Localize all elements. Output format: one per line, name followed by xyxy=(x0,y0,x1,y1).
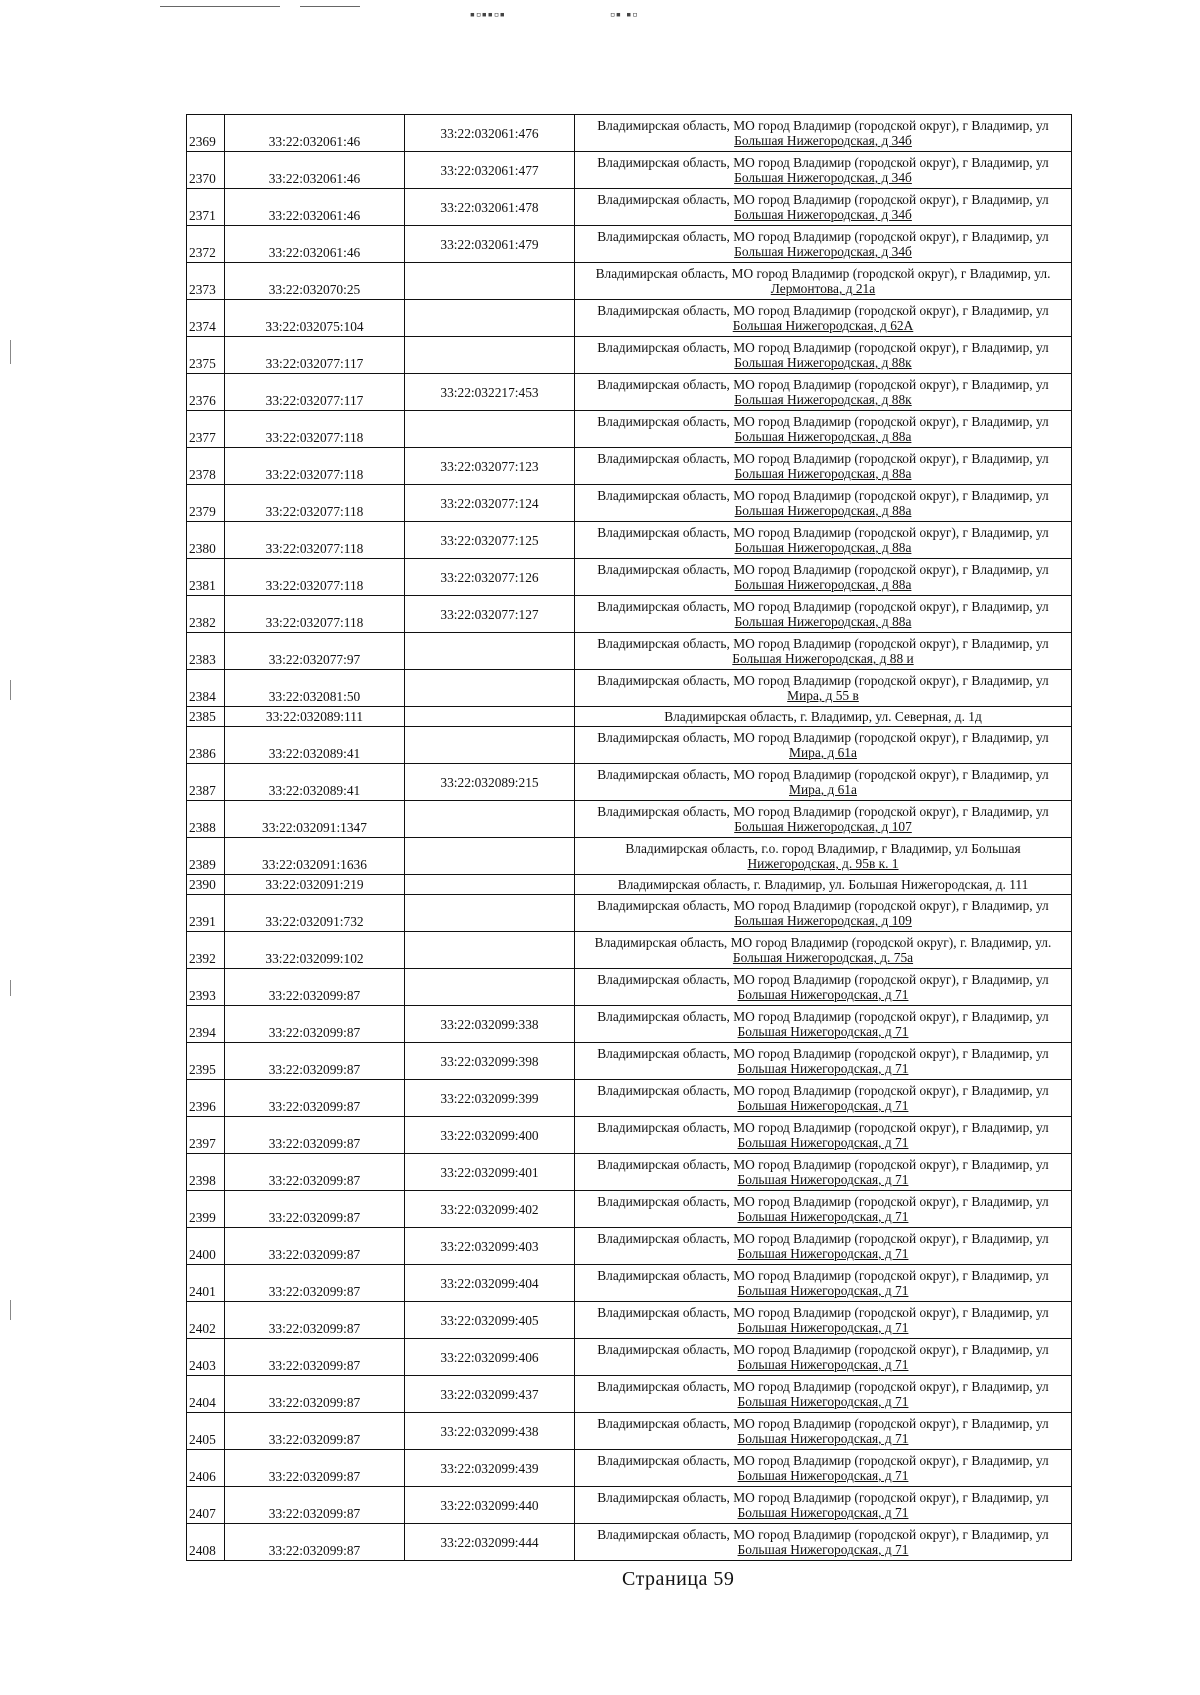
object-cadastral-number: 33:22:032099:398 xyxy=(405,1043,575,1080)
cadastral-number: 33:22:032099:87 xyxy=(225,1117,405,1154)
table-row xyxy=(187,559,1072,596)
cadastral-number: 33:22:032099:87 xyxy=(225,1339,405,1376)
cadastral-number: 33:22:032061:46 xyxy=(225,189,405,226)
cadastral-number: 33:22:032099:87 xyxy=(225,969,405,1006)
object-cadastral-number: 33:22:032099:405 xyxy=(405,1302,575,1339)
address-line-2: Большая Нижегородская, д 88а xyxy=(734,540,912,555)
cadastral-number: 33:22:032099:87 xyxy=(225,1006,405,1043)
address-line-1: Владимирская область, МО город Владимир (городской округ), г Владимир, ул xyxy=(597,1416,1049,1431)
object-cadastral-number: 33:22:032089:215 xyxy=(405,764,575,801)
table-body xyxy=(187,115,1072,1561)
address-line-2: Большая Нижегородская, д 88а xyxy=(734,503,912,518)
object-cadastral-number xyxy=(405,895,575,932)
address-line-1: Владимирская область, г. Владимир, ул. Северная, д. 1д xyxy=(664,709,982,724)
address-line-2: Мира, д 61а xyxy=(789,782,857,797)
cadastral-number: 33:22:032077:118 xyxy=(225,411,405,448)
table-row xyxy=(187,1302,1072,1339)
address-line-2: Большая Нижегородская, д 88а xyxy=(734,429,912,444)
address-line-1: Владимирская область, МО город Владимир (городской округ), г Владимир, ул xyxy=(597,972,1049,987)
cadastral-number: 33:22:032099:87 xyxy=(225,1376,405,1413)
cadastral-number: 33:22:032077:117 xyxy=(225,337,405,374)
address-cell xyxy=(575,448,1072,485)
cadastral-number: 33:22:032099:87 xyxy=(225,1302,405,1339)
address-cell xyxy=(575,226,1072,263)
row-number: 2371 xyxy=(187,189,225,226)
object-cadastral-number: 33:22:032061:477 xyxy=(405,152,575,189)
address-cell xyxy=(575,337,1072,374)
cadastral-number: 33:22:032091:219 xyxy=(225,875,405,895)
object-cadastral-number: 33:22:032099:404 xyxy=(405,1265,575,1302)
object-cadastral-number xyxy=(405,670,575,707)
object-cadastral-number: 33:22:032077:124 xyxy=(405,485,575,522)
address-line-1: Владимирская область, МО город Владимир (городской округ), г Владимир, ул xyxy=(597,599,1049,614)
cadastral-number: 33:22:032099:87 xyxy=(225,1524,405,1561)
table-row xyxy=(187,707,1072,727)
address-cell xyxy=(575,1524,1072,1561)
cadastral-table xyxy=(186,114,1072,1561)
address-line-1: Владимирская область, МО город Владимир (городской округ), г Владимир, ул xyxy=(597,730,1049,745)
address-cell xyxy=(575,1376,1072,1413)
object-cadastral-number: 33:22:032061:479 xyxy=(405,226,575,263)
cadastral-number: 33:22:032099:87 xyxy=(225,1265,405,1302)
address-line-2: Лермонтова, д 21а xyxy=(770,281,876,296)
row-number: 2397 xyxy=(187,1117,225,1154)
row-number: 2373 xyxy=(187,263,225,300)
table-row xyxy=(187,1154,1072,1191)
address-cell xyxy=(575,1265,1072,1302)
object-cadastral-number: 33:22:032077:127 xyxy=(405,596,575,633)
address-cell xyxy=(575,1117,1072,1154)
address-line-1: Владимирская область, МО город Владимир (городской округ), г Владимир, ул xyxy=(597,898,1049,913)
table-row xyxy=(187,727,1072,764)
cadastral-number: 33:22:032099:87 xyxy=(225,1043,405,1080)
address-line-2: Большая Нижегородская, д 71 xyxy=(737,1283,909,1298)
address-line-1: Владимирская область, МО город Владимир (городской округ), г Владимир, ул xyxy=(597,673,1049,688)
cadastral-number: 33:22:032077:117 xyxy=(225,374,405,411)
row-number: 2381 xyxy=(187,559,225,596)
address-line-1: Владимирская область, МО город Владимир (городской округ), г Владимир, ул xyxy=(597,767,1049,782)
scan-line xyxy=(160,6,280,7)
address-line-2: Большая Нижегородская, д 34б xyxy=(734,170,912,185)
address-cell xyxy=(575,801,1072,838)
address-line-1: Владимирская область, МО город Владимир (городской округ), г Владимир, ул xyxy=(597,1231,1049,1246)
table-row xyxy=(187,263,1072,300)
table-row xyxy=(187,801,1072,838)
table-row xyxy=(187,300,1072,337)
binding-marks xyxy=(10,340,14,1540)
row-number: 2401 xyxy=(187,1265,225,1302)
cadastral-number: 33:22:032091:1636 xyxy=(225,838,405,875)
address-line-1: Владимирская область, МО город Владимир (городской округ), г Владимир, ул xyxy=(597,377,1049,392)
cadastral-number: 33:22:032070:25 xyxy=(225,263,405,300)
address-cell xyxy=(575,522,1072,559)
scan-line xyxy=(300,6,360,7)
cadastral-number: 33:22:032099:87 xyxy=(225,1191,405,1228)
address-cell xyxy=(575,189,1072,226)
address-line-1: Владимирская область, МО город Владимир (городской округ), г Владимир, ул xyxy=(597,525,1049,540)
row-number: 2384 xyxy=(187,670,225,707)
address-cell xyxy=(575,411,1072,448)
table-row xyxy=(187,1080,1072,1117)
address-line-1: Владимирская область, МО город Владимир (городской округ), г Владимир, ул xyxy=(597,192,1049,207)
row-number: 2398 xyxy=(187,1154,225,1191)
address-line-1: Владимирская область, МО город Владимир (городской округ), г Владимир, ул xyxy=(597,1490,1049,1505)
object-cadastral-number xyxy=(405,969,575,1006)
table-row xyxy=(187,485,1072,522)
address-cell xyxy=(575,374,1072,411)
object-cadastral-number: 33:22:032099:438 xyxy=(405,1413,575,1450)
cadastral-number: 33:22:032091:1347 xyxy=(225,801,405,838)
table-row xyxy=(187,1191,1072,1228)
row-number: 2402 xyxy=(187,1302,225,1339)
row-number: 2369 xyxy=(187,115,225,152)
cadastral-number: 33:22:032061:46 xyxy=(225,152,405,189)
address-line-2: Большая Нижегородская, д 71 xyxy=(737,1542,909,1557)
address-line-2: Большая Нижегородская, д 71 xyxy=(737,1098,909,1113)
row-number: 2387 xyxy=(187,764,225,801)
address-line-2: Большая Нижегородская, д 71 xyxy=(737,987,909,1002)
row-number: 2395 xyxy=(187,1043,225,1080)
table-row xyxy=(187,374,1072,411)
table-row xyxy=(187,448,1072,485)
address-line-1: Владимирская область, МО город Владимир (городской округ), г. Владимир, ул. xyxy=(594,935,1052,950)
table-row xyxy=(187,1043,1072,1080)
address-line-2: Большая Нижегородская, д 88а xyxy=(734,466,912,481)
address-line-1: Владимирская область, г.о. город Владимир, г Владимир, ул Большая xyxy=(625,841,1021,856)
row-number: 2406 xyxy=(187,1450,225,1487)
cadastral-number: 33:22:032099:87 xyxy=(225,1154,405,1191)
object-cadastral-number: 33:22:032061:478 xyxy=(405,189,575,226)
object-cadastral-number: 33:22:032077:125 xyxy=(405,522,575,559)
address-line-2: Большая Нижегородская, д 71 xyxy=(737,1172,909,1187)
object-cadastral-number: 33:22:032099:399 xyxy=(405,1080,575,1117)
address-cell xyxy=(575,485,1072,522)
table-row xyxy=(187,226,1072,263)
object-cadastral-number xyxy=(405,932,575,969)
table-row xyxy=(187,411,1072,448)
address-cell xyxy=(575,764,1072,801)
address-cell xyxy=(575,1006,1072,1043)
address-cell xyxy=(575,115,1072,152)
cadastral-number: 33:22:032077:118 xyxy=(225,559,405,596)
row-number: 2383 xyxy=(187,633,225,670)
object-cadastral-number: 33:22:032099:338 xyxy=(405,1006,575,1043)
address-line-2: Большая Нижегородская, д 88к xyxy=(734,355,912,370)
row-number: 2394 xyxy=(187,1006,225,1043)
object-cadastral-number: 33:22:032099:402 xyxy=(405,1191,575,1228)
address-line-2: Большая Нижегородская, д 34б xyxy=(734,207,912,222)
address-line-2: Нижегородская, д. 95в к. 1 xyxy=(747,856,899,871)
row-number: 2385 xyxy=(187,707,225,727)
row-number: 2396 xyxy=(187,1080,225,1117)
cadastral-number: 33:22:032099:87 xyxy=(225,1228,405,1265)
address-line-2: Большая Нижегородская, д 71 xyxy=(737,1135,909,1150)
address-line-1: Владимирская область, МО город Владимир (городской округ), г Владимир, ул xyxy=(597,562,1049,577)
cadastral-number: 33:22:032099:87 xyxy=(225,1413,405,1450)
address-cell xyxy=(575,559,1072,596)
table-row xyxy=(187,895,1072,932)
address-line-1: Владимирская область, МО город Владимир (городской округ), г Владимир, ул xyxy=(597,1305,1049,1320)
address-line-2: Большая Нижегородская, д 107 xyxy=(734,819,912,834)
object-cadastral-number: 33:22:032099:406 xyxy=(405,1339,575,1376)
address-line-2: Большая Нижегородская, д 62А xyxy=(732,318,914,333)
address-line-2: Большая Нижегородская, д 71 xyxy=(737,1431,909,1446)
row-number: 2404 xyxy=(187,1376,225,1413)
table-row xyxy=(187,1376,1072,1413)
cadastral-number: 33:22:032077:118 xyxy=(225,485,405,522)
address-line-1: Владимирская область, МО город Владимир (городской округ), г Владимир, ул xyxy=(597,303,1049,318)
row-number: 2374 xyxy=(187,300,225,337)
address-line-1: Владимирская область, МО город Владимир (городской округ), г Владимир, ул xyxy=(597,1009,1049,1024)
address-cell xyxy=(575,1080,1072,1117)
row-number: 2389 xyxy=(187,838,225,875)
object-cadastral-number xyxy=(405,300,575,337)
object-cadastral-number xyxy=(405,707,575,727)
row-number: 2403 xyxy=(187,1339,225,1376)
address-cell xyxy=(575,932,1072,969)
address-cell xyxy=(575,670,1072,707)
object-cadastral-number: 33:22:032099:401 xyxy=(405,1154,575,1191)
row-number: 2391 xyxy=(187,895,225,932)
address-line-1: Владимирская область, МО город Владимир (городской округ), г Владимир, ул xyxy=(597,340,1049,355)
address-line-1: Владимирская область, МО город Владимир (городской округ), г Владимир, ул xyxy=(597,1453,1049,1468)
address-line-2: Большая Нижегородская, д 88к xyxy=(734,392,912,407)
address-line-1: Владимирская область, МО город Владимир (городской округ), г Владимир, ул xyxy=(597,229,1049,244)
object-cadastral-number: 33:22:032099:440 xyxy=(405,1487,575,1524)
object-cadastral-number xyxy=(405,337,575,374)
table-row xyxy=(187,1265,1072,1302)
address-line-2: Большая Нижегородская, д 88а xyxy=(734,577,912,592)
address-line-2: Большая Нижегородская, д 109 xyxy=(734,913,912,928)
address-cell xyxy=(575,633,1072,670)
address-line-1: Владимирская область, МО город Владимир (городской округ), г Владимир, ул xyxy=(597,1083,1049,1098)
address-line-2: Большая Нижегородская, д 34б xyxy=(734,244,912,259)
address-line-1: Владимирская область, г. Владимир, ул. Большая Нижегородская, д. 111 xyxy=(617,877,1029,892)
table-row xyxy=(187,1413,1072,1450)
address-line-1: Владимирская область, МО город Владимир (городской округ), г Владимир, ул xyxy=(597,1268,1049,1283)
address-line-1: Владимирская область, МО город Владимир (городской округ), г Владимир, ул xyxy=(597,1527,1049,1542)
row-number: 2378 xyxy=(187,448,225,485)
address-cell xyxy=(575,596,1072,633)
table-row xyxy=(187,337,1072,374)
row-number: 2400 xyxy=(187,1228,225,1265)
cadastral-number: 33:22:032099:102 xyxy=(225,932,405,969)
address-cell xyxy=(575,875,1072,895)
address-line-2: Большая Нижегородская, д 71 xyxy=(737,1357,909,1372)
address-cell xyxy=(575,1228,1072,1265)
object-cadastral-number: 33:22:032099:444 xyxy=(405,1524,575,1561)
address-cell xyxy=(575,1302,1072,1339)
row-number: 2393 xyxy=(187,969,225,1006)
row-number: 2379 xyxy=(187,485,225,522)
address-cell xyxy=(575,1487,1072,1524)
object-cadastral-number xyxy=(405,838,575,875)
address-line-1: Владимирская область, МО город Владимир (городской округ), г Владимир, ул xyxy=(597,804,1049,819)
cadastral-number: 33:22:032091:732 xyxy=(225,895,405,932)
address-line-2: Большая Нижегородская, д 71 xyxy=(737,1468,909,1483)
row-number: 2377 xyxy=(187,411,225,448)
table-row xyxy=(187,1487,1072,1524)
address-cell xyxy=(575,969,1072,1006)
address-cell xyxy=(575,1154,1072,1191)
row-number: 2392 xyxy=(187,932,225,969)
table-row xyxy=(187,1228,1072,1265)
table-row xyxy=(187,1006,1072,1043)
row-number: 2386 xyxy=(187,727,225,764)
address-cell xyxy=(575,1413,1072,1450)
address-line-1: Владимирская область, МО город Владимир (городской округ), г Владимир, ул xyxy=(597,1194,1049,1209)
address-line-1: Владимирская область, МО город Владимир (городской округ), г Владимир, ул xyxy=(597,155,1049,170)
row-number: 2376 xyxy=(187,374,225,411)
address-line-1: Владимирская область, МО город Владимир (городской округ), г Владимир, ул xyxy=(597,1157,1049,1172)
cadastral-number: 33:22:032089:111 xyxy=(225,707,405,727)
cadastral-number: 33:22:032077:118 xyxy=(225,596,405,633)
scan-noise: ▪▫▪▪▫▪ xyxy=(470,8,506,23)
address-line-1: Владимирская область, МО город Владимир (городской округ), г Владимир, ул xyxy=(597,1342,1049,1357)
table-row xyxy=(187,670,1072,707)
row-number: 2372 xyxy=(187,226,225,263)
cadastral-number: 33:22:032081:50 xyxy=(225,670,405,707)
address-line-2: Большая Нижегородская, д 71 xyxy=(737,1505,909,1520)
object-cadastral-number: 33:22:032077:123 xyxy=(405,448,575,485)
table-row xyxy=(187,115,1072,152)
address-cell xyxy=(575,152,1072,189)
object-cadastral-number xyxy=(405,801,575,838)
table-row xyxy=(187,969,1072,1006)
address-cell xyxy=(575,1043,1072,1080)
object-cadastral-number xyxy=(405,263,575,300)
cadastral-number: 33:22:032099:87 xyxy=(225,1487,405,1524)
address-line-2: Большая Нижегородская, д 71 xyxy=(737,1320,909,1335)
object-cadastral-number xyxy=(405,727,575,764)
address-cell xyxy=(575,895,1072,932)
page-number-label: Страница 59 xyxy=(622,1568,735,1590)
scan-header-artifacts xyxy=(0,0,1200,40)
address-cell xyxy=(575,263,1072,300)
row-number: 2388 xyxy=(187,801,225,838)
table-row xyxy=(187,189,1072,226)
object-cadastral-number: 33:22:032099:437 xyxy=(405,1376,575,1413)
address-cell xyxy=(575,707,1072,727)
cadastral-number: 33:22:032099:87 xyxy=(225,1080,405,1117)
object-cadastral-number: 33:22:032099:400 xyxy=(405,1117,575,1154)
object-cadastral-number: 33:22:032217:453 xyxy=(405,374,575,411)
row-number: 2408 xyxy=(187,1524,225,1561)
table-row xyxy=(187,633,1072,670)
cadastral-number: 33:22:032075:104 xyxy=(225,300,405,337)
cadastral-number: 33:22:032089:41 xyxy=(225,727,405,764)
cadastral-number: 33:22:032061:46 xyxy=(225,226,405,263)
address-cell xyxy=(575,727,1072,764)
object-cadastral-number: 33:22:032077:126 xyxy=(405,559,575,596)
object-cadastral-number xyxy=(405,411,575,448)
row-number: 2375 xyxy=(187,337,225,374)
row-number: 2399 xyxy=(187,1191,225,1228)
address-cell xyxy=(575,1191,1072,1228)
table-row xyxy=(187,596,1072,633)
table-row xyxy=(187,152,1072,189)
address-line-1: Владимирская область, МО город Владимир (городской округ), г Владимир, ул xyxy=(597,1379,1049,1394)
address-line-1: Владимирская область, МО город Владимир (городской округ), г Владимир, ул. xyxy=(595,266,1051,281)
address-line-1: Владимирская область, МО город Владимир (городской округ), г Владимир, ул xyxy=(597,1046,1049,1061)
row-number: 2382 xyxy=(187,596,225,633)
cadastral-number: 33:22:032077:118 xyxy=(225,522,405,559)
table-row xyxy=(187,1339,1072,1376)
table-row xyxy=(187,875,1072,895)
table-row xyxy=(187,932,1072,969)
table-row xyxy=(187,1117,1072,1154)
table-row xyxy=(187,764,1072,801)
row-number: 2370 xyxy=(187,152,225,189)
address-cell xyxy=(575,838,1072,875)
row-number: 2390 xyxy=(187,875,225,895)
table-row xyxy=(187,1450,1072,1487)
address-line-1: Владимирская область, МО город Владимир (городской округ), г Владимир, ул xyxy=(597,451,1049,466)
address-line-2: Большая Нижегородская, д 88а xyxy=(734,614,912,629)
scan-noise: ▫▪ ▪▫ xyxy=(610,8,639,23)
address-line-1: Владимирская область, МО город Владимир (городской округ), г Владимир, ул xyxy=(597,414,1049,429)
row-number: 2405 xyxy=(187,1413,225,1450)
table-row xyxy=(187,838,1072,875)
address-cell xyxy=(575,1339,1072,1376)
object-cadastral-number: 33:22:032099:439 xyxy=(405,1450,575,1487)
address-line-2: Большая Нижегородская, д 88 и xyxy=(732,651,914,666)
address-cell xyxy=(575,1450,1072,1487)
address-line-2: Большая Нижегородская, д 71 xyxy=(737,1024,909,1039)
address-line-1: Владимирская область, МО город Владимир (городской округ), г Владимир, ул xyxy=(597,118,1049,133)
cadastral-number: 33:22:032099:87 xyxy=(225,1450,405,1487)
address-line-2: Большая Нижегородская, д. 75а xyxy=(732,950,914,965)
address-line-2: Мира, д 61а xyxy=(789,745,857,760)
table-row xyxy=(187,522,1072,559)
address-line-1: Владимирская область, МО город Владимир (городской округ), г Владимир, ул xyxy=(597,636,1049,651)
object-cadastral-number: 33:22:032061:476 xyxy=(405,115,575,152)
address-line-2: Большая Нижегородская, д 71 xyxy=(737,1061,909,1076)
address-line-2: Мира, д 55 в xyxy=(787,688,859,703)
row-number: 2380 xyxy=(187,522,225,559)
cadastral-number: 33:22:032061:46 xyxy=(225,115,405,152)
row-number: 2407 xyxy=(187,1487,225,1524)
table-row xyxy=(187,1524,1072,1561)
object-cadastral-number xyxy=(405,633,575,670)
address-line-2: Большая Нижегородская, д 71 xyxy=(737,1209,909,1224)
cadastral-number: 33:22:032077:97 xyxy=(225,633,405,670)
cadastral-number: 33:22:032089:41 xyxy=(225,764,405,801)
object-cadastral-number: 33:22:032099:403 xyxy=(405,1228,575,1265)
address-line-2: Большая Нижегородская, д 71 xyxy=(737,1394,909,1409)
address-line-2: Большая Нижегородская, д 34б xyxy=(734,133,912,148)
object-cadastral-number xyxy=(405,875,575,895)
address-line-2: Большая Нижегородская, д 71 xyxy=(737,1246,909,1261)
cadastral-number: 33:22:032077:118 xyxy=(225,448,405,485)
address-cell xyxy=(575,300,1072,337)
address-line-1: Владимирская область, МО город Владимир (городской округ), г Владимир, ул xyxy=(597,1120,1049,1135)
address-line-1: Владимирская область, МО город Владимир (городской округ), г Владимир, ул xyxy=(597,488,1049,503)
